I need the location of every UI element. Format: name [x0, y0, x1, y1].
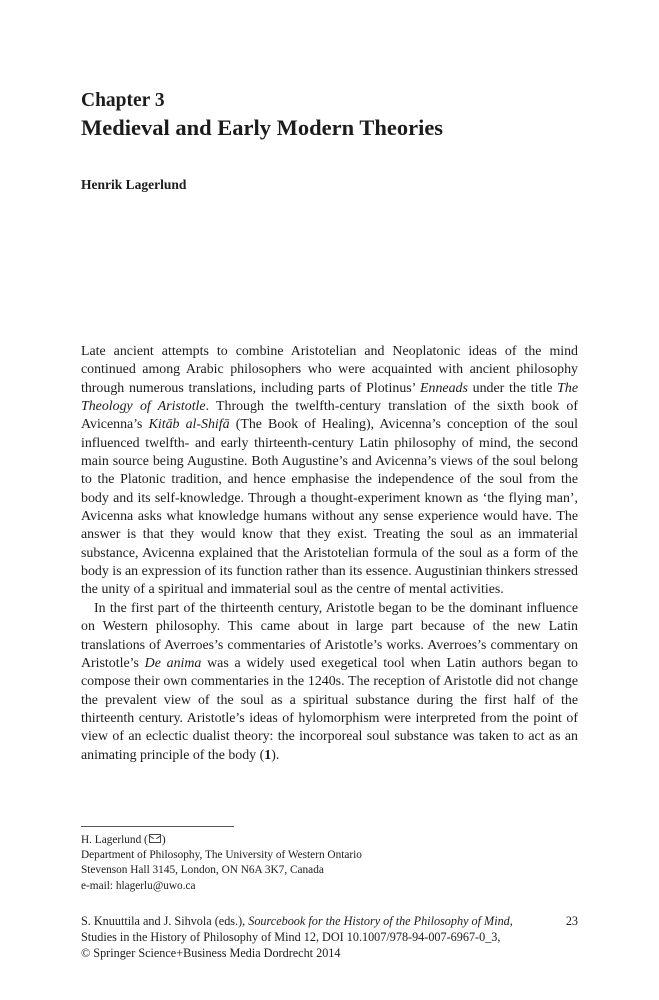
paragraph-1: Late ancient attempts to combine Aristotelian and Neoplatonic ideas of the mind continued among Arabic philosophers who were acquainted with ancient philosophy through numerous translations, including parts of Plotinus’ Enneads under the title The Theology of Aristotle. Through the twelfth-century translation of the sixth book of Avicenna’s Kitāb al-Shifā (The Book of Healing), Avicenna’s conception of the soul influenced twelfth- and early thirteenth-century Latin philosophy of mind, the second main source being Augustine. Both Augustine’s and Avicenna’s views of the soul belong to the Platonic tradition, and hence emphasise the independence of the soul from the body and its self-knowledge. Through a thought-experiment known as ‘the flying man’, Avicenna asks what knowledge humans without any sense experience would have. The answer is that they would know that they exist. Treating the soul as an immaterial substance, Avicenna explained that the Aristotelian formula of the soul as a form of the body is an expression of its function rather than its essence. Augustinian thinkers stressed the unity of a spiritual and immaterial soul as the centre of mental activities. — [81, 344, 578, 598]
footnote-department: Department of Philosophy, The University of Western Ontario — [81, 849, 362, 862]
footnote-name-line: H. Lagerlund ( ) — [81, 834, 166, 846]
footnote-email: e-mail: hlagerlu@uwo.ca — [81, 879, 196, 892]
author-affiliation-footnote — [81, 833, 362, 894]
author-name: Henrik Lagerlund — [81, 177, 187, 192]
footnote-divider — [81, 826, 234, 827]
citation-line-3: © Springer Science+Business Media Dordrecht 2014 — [81, 946, 341, 961]
paragraph-2: In the first part of the thirteenth century, Aristotle began to be the dominant influence on Western philosophy. This came about in large part because of the new Latin translations of Averroes’s commentaries of Aristotle’s works. Averroes’s commentary on Aristotle’s De anima was a widely used exegetical tool when Latin authors began to compose their own commentaries in the 1240s. The reception of Aristotle did not change the prevalent view of the soul as a spiritual substance during the first half of the thirteenth century. Aristotle’s ideas of hylomorphism were interpreted from the point of view of an eclectic dualist theory: the incorporeal soul substance was taken to act as an animating principle of the body (1). — [81, 600, 579, 763]
envelope-icon — [149, 834, 161, 843]
body-text — [81, 343, 578, 765]
chapter-label: Chapter 3 — [81, 90, 165, 111]
reference-number: 1 — [264, 747, 272, 763]
citation-line-1: S. Knuuttila and J. Sihvola (eds.), Sourcebook for the History of the Philosophy of Mind, 23 — [81, 914, 578, 928]
source-citation — [81, 913, 578, 962]
chapter-title: Medieval and Early Modern Theories — [81, 115, 444, 140]
footnote-address: Stevenson Hall 3145, London, ON N6A 3K7, Canada — [81, 864, 324, 877]
citation-line-2: Studies in the History of Philosophy of Mind 12, DOI 10.1007/978-94-007-6967-0_3, — [81, 930, 501, 945]
page-number: 23 — [565, 914, 578, 928]
